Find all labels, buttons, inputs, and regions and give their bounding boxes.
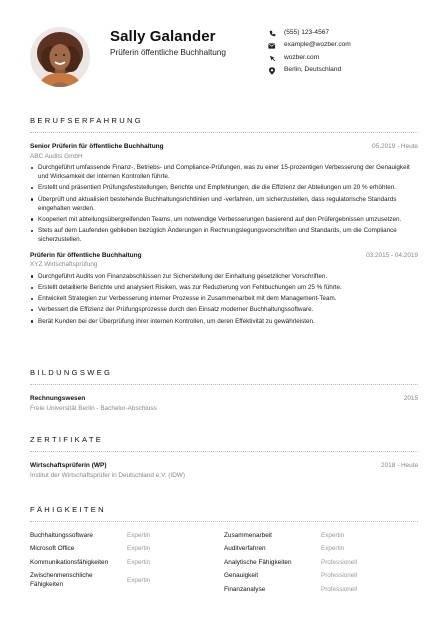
- candidate-role: Prüferin öffentliche Buchhaltung: [110, 48, 226, 57]
- job-bullets: [30, 164, 418, 245]
- skills-grid: [30, 529, 418, 597]
- section-divider: [30, 521, 418, 522]
- job-title: Prüferin für öffentliche Buchhaltung: [30, 251, 142, 259]
- job-bullets: [30, 273, 418, 327]
- skill-name: Auditverfahren: [224, 545, 266, 553]
- skill-level: Expertin: [127, 531, 151, 539]
- skill-item: [224, 570, 418, 584]
- contact-phone-text: (555) 123-4567: [284, 28, 330, 36]
- contact-email[interactable]: [268, 40, 438, 53]
- job-title: Senior Prüferin für öffentliche Buchhaltung: [30, 143, 164, 151]
- bullet-item: Stets auf dem Laufenden geblieben bezüglich Änderungen in Rechnungslegungsvorschriften und Standards, um die Compliance sicherzustellen.: [30, 227, 418, 245]
- skill-name: Microsoft Office: [30, 545, 75, 553]
- section-title-education: BILDUNGSWEG: [30, 368, 113, 377]
- bullet-item: Überprüft und aktualisiert bestehende Buchhaltungsrichtlinien und -verfahren, um sicherzustellen, dass regulatorische Standards eingehalten werden.: [30, 196, 418, 214]
- job-dates: 05.2019 - Heute: [372, 143, 418, 151]
- bullet-item: Erstellt und präsentiert Prüfungsfeststellungen, Berichte und Empfehlungen, die die Effizienz der Abteilungen um 20 % erhöhten.: [30, 184, 418, 193]
- link-icon: [268, 54, 276, 62]
- contact-website-text: wozber.com: [284, 53, 320, 61]
- education-section: [30, 368, 418, 413]
- bullet-item: Durchgeführt umfassende Finanz-, Betriebs- und Compliance-Prüfungen, was zu einer 15-prozentigen Verbesserung der Genauigkeit und Wirksamkeit der internen Kontrollen führte.: [30, 164, 418, 182]
- certificate-entry: [30, 462, 418, 480]
- skill-level: Expertin: [321, 531, 345, 539]
- section-title-certificates: ZERTIFIKATE: [30, 435, 104, 444]
- degree-name: Rechnungswesen: [30, 395, 86, 403]
- skill-level: Expertin: [127, 576, 151, 584]
- profile-photo: [30, 27, 90, 87]
- certificate-dates: 2018 - Heute: [381, 462, 418, 470]
- experience-entry: [30, 252, 418, 327]
- contact-phone[interactable]: [268, 27, 438, 40]
- company-name: XYZ Wirtschaftsprüfung: [30, 261, 98, 269]
- section-divider: [30, 451, 418, 452]
- skill-name: Analytische Fähigkeiten: [224, 558, 292, 566]
- skill-item: [224, 543, 418, 557]
- skill-name: Finanzanalyse: [224, 585, 266, 593]
- school-name: Freie Universität Berlin - Bachelor-Abschluss: [30, 404, 157, 412]
- phone-icon: [268, 29, 276, 37]
- candidate-name: Sally Galander: [110, 28, 216, 45]
- email-icon: [268, 42, 276, 50]
- skill-item: [30, 556, 224, 570]
- skill-item: [224, 556, 418, 570]
- skill-level: Expertin: [127, 545, 151, 553]
- contact-location: [268, 65, 438, 78]
- contact-list: [268, 27, 438, 77]
- portrait-image: [30, 27, 90, 87]
- skill-name: Zwischenmenschliche Fähigkeiten: [30, 572, 93, 588]
- contact-website[interactable]: [268, 52, 438, 65]
- bullet-item: Verbessert die Effizienz der Prüfungsprozesse durch den Einsatz moderner Buchhaltungssoftware.: [30, 306, 418, 315]
- skill-name: Kommunikationsfähigkeiten: [30, 558, 109, 566]
- section-divider: [30, 132, 418, 133]
- skill-level: Professionell: [321, 572, 358, 580]
- section-title-skills: FÄHIGKEITEN: [30, 505, 106, 514]
- section-title-experience: BERUFSERFAHRUNG: [30, 116, 143, 125]
- skill-level: Professionell: [321, 558, 358, 566]
- skill-item: [224, 583, 418, 597]
- job-dates: 03.2015 - 04.2019: [366, 251, 418, 259]
- company-name: ABC Audits GmbH: [30, 152, 83, 160]
- skill-item: [30, 543, 224, 557]
- skill-level: Expertin: [321, 545, 345, 553]
- location-pin-icon: [268, 67, 276, 75]
- skill-name: Genauigkeit: [224, 572, 259, 580]
- skill-name: Zusammenarbeit: [224, 531, 272, 539]
- bullet-item: Berät Kunden bei der Überprüfung ihrer internen Kontrollen, um deren Effektivität zu gewährleisten.: [30, 318, 418, 327]
- bullet-item: Entwickelt Strategien zur Verbesserung interner Prozesse in Zusammenarbeit mit dem Management-Team.: [30, 295, 418, 304]
- certificate-issuer: Institut der Wirtschaftsprüfer in Deutschland e.V. (IDW): [30, 471, 185, 479]
- experience-section: [30, 116, 418, 329]
- skill-item: [30, 529, 224, 543]
- skills-section: [30, 505, 418, 597]
- certificate-name: Wirtschaftsprüferin (WP): [30, 462, 107, 470]
- bullet-item: Durchgeführt Audits von Finanzabschlüssen zur Sicherstellung der Einhaltung gesetzlicher Vorschriften.: [30, 273, 418, 282]
- skill-level: Expertin: [127, 558, 151, 566]
- skill-name: Buchhaltungssoftware: [30, 531, 93, 539]
- resume-header: [30, 27, 430, 91]
- section-divider: [30, 384, 418, 385]
- skills-column-left: [30, 529, 224, 597]
- skill-item: [224, 529, 418, 543]
- skill-level: Professionell: [321, 585, 358, 593]
- skills-column-right: [224, 529, 418, 597]
- contact-email-text: example@wozber.com: [284, 41, 351, 49]
- skill-item: [30, 570, 224, 592]
- education-year: 2015: [403, 395, 418, 403]
- contact-location-text: Berlin, Deutschland: [284, 66, 342, 74]
- certificates-section: [30, 435, 418, 480]
- bullet-item: Kooperiert mit abteilungsübergreifenden Teams, um notwendige Verbesserungen basierend auf den Prüfergebnissen umzusetzen.: [30, 216, 418, 225]
- experience-entry: [30, 143, 418, 245]
- bullet-item: Erstellt detaillierte Berichte und analysiert Risiken, was zur Reduzierung von Fehlbuchungen um 25 % führte.: [30, 284, 418, 293]
- education-entry: [30, 395, 418, 413]
